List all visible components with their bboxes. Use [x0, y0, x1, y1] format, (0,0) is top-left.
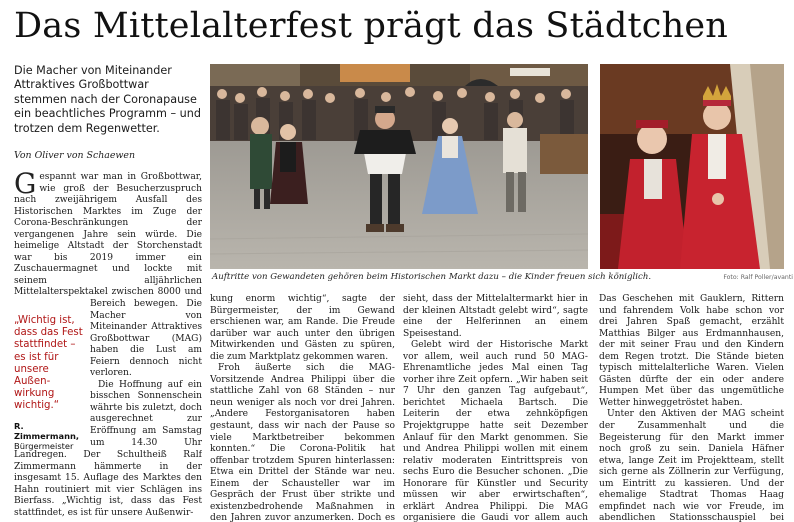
article-paragraph: Die Hoffnung auf ein bisschen Sonnenschein währte bis zuletzt, doch ausgerechnet zur Eröffnung am Samstag um 14.30 Uhr [90, 379, 202, 448]
article-column-4 [599, 294, 784, 522]
pull-quote [14, 315, 84, 451]
pull-quote-name: R. Zimmermann, [14, 420, 80, 441]
children-kings-image [600, 64, 784, 269]
article-paragraph: Das Geschehen mit Gauklern, Rittern und fahrendem Volk habe schon vor drei Jahren Spaß gemacht, erzählt Matthias Bilger aus Erdmannhausen, der mit seiner Frau und den Kindern dem Regen trotzt. Die Stände bieten typisch mittelalterliche Waren. Vielen Gästen dürfte der ein oder andere Humpen Met über das ungemütliche Wetter hinweggetröstet haben. [599, 294, 784, 408]
article-paragraph: kung enorm wichtig“, sagte der Bürgermeister, der im Gewand erschienen war, am Rande. Die Freude darüber war auch unter den übrigen Mitwirkenden und Gästen zu spüren, die zum Marktplatz gekommen waren. [210, 294, 395, 362]
article-paragraph: Gelebt wird der Historische Markt vor allem, weil auch rund 50 MAG-Ehrenamtliche jedes Mal einen Tag vorher ihre Zeit opfern. „Wir haben seit 7 Uhr den ganzen Tag aufgebaut“, berichtet Michaela Bartsch. Die Leiterin der etwa zehnköpfigen Projektgruppe hatte seit Dezember Anlauf für den Markt genommen. Sie und Andrea Philippi wollen mit einem relativ moderaten Eintrittspreis von sechs Euro die Besucher schonen. „Die Honorare für Künstler und Security müssen wir aber erwirtschaften“, erklärt Andrea Philippi. Die MAG organisiere die Gaudi vor allem auch [403, 340, 588, 522]
article-paragraph: sieht, dass der Mittelaltermarkt hier in der kleinen Altstadt gelebt wird“, sagte eine der Helferinnen an einem Speisestand. [403, 294, 588, 339]
article-paragraph: Unter den Aktiven der MAG scheint der Zusammenhalt und die Begeisterung für den Markt immer noch groß zu sein. Daniela Häfner etwa, lange Zeit im Projektteam, stellt sich gerne als Zöllnerin zur Verfügung, um Eintritt zu kassieren. Und der ehemalige Stadtrat Thomas Haag empfindet nach wie vor Freude, im abendlichen Stationsschauspiel bei [599, 409, 784, 522]
main-photo [210, 64, 588, 269]
article-column-3 [403, 294, 588, 522]
dropcap: G [14, 172, 37, 200]
pull-quote-text: „Wichtig ist, dass das Fest stattfindet – es ist für unsere Außenwirkung wichtig.“ [14, 315, 83, 412]
photo-caption: Auftritte von Gewandeten gehören beim Historischen Markt dazu – die Kinder freuen sich königlich. [212, 272, 652, 282]
pull-quote-role: Bürgermeister [14, 440, 74, 451]
headline: Das Mittelalterfest prägt das Städtchen [14, 6, 729, 46]
photo-credit: Foto: Ralf Poller/avanti [723, 274, 793, 281]
article-paragraph: Bereich bewegen. Die Macher von Miteinander Attraktives Großbottwar (MAG) haben die Lust am Feiern dennoch nicht verloren. [90, 299, 202, 379]
side-photo [600, 64, 784, 269]
article-text: espannt war man in Großbottwar, wie groß der Besucherzuspruch nach zweijährigem Ausfall des Historischen Marktes im Zuge der Corona-Beschränkungen der vergangenen Jahre sein würde. Die heimelige Altstadt der Storchenstadt war bis 2019 immer ein Zuschauermagnet und lockte mit seinem alljährlichen Mittelalterspektakel zwischen 8000 und [14, 172, 202, 298]
article-paragraph: Landregen. Der Schultheiß Ralf Zimmermann hämmerte in der insgesamt 15. Auflage des Marktes den Hahn routiniert mit vier Schlägen ins Bierfass. „Wichtig ist, dass das Fest stattfindet, es ist für unsere Außenwir- [14, 450, 202, 518]
article-column-2 [210, 294, 395, 522]
teaser: Die Macher von Miteinander Attraktives Großbottwar stemmen nach der Coronapause ein beachtliches Programm – und trotzen dem Regenwetter. [14, 64, 201, 135]
article-paragraph: Froh äußerte sich die MAG-Vorsitzende Andrea Philippi über die stattliche Zahl von 68 Ständen – nur neun weniger als noch vor drei Jahren. „Andere Festorganisatoren haben gestaunt, dass wir nach der Pause so viele Marktbetreiber bekommen konnten.“ Die Corona-Politik hat offenbar trotzdem Spuren hinterlassen: Etwa ein Drittel der Stände war neu. Einem der Schausteller war im Gespräch der Frust über strikte und existenzbedrohende Maßnahmen in den Jahren zuvor anzumerken. Doch es [210, 363, 395, 522]
article-column-1-bottom [14, 450, 202, 522]
author-line: Von Oliver von Schaewen [14, 150, 135, 161]
market-crowd-image [210, 64, 588, 269]
article-column-1-top [14, 172, 202, 299]
article-column-1-narrow [90, 299, 202, 449]
